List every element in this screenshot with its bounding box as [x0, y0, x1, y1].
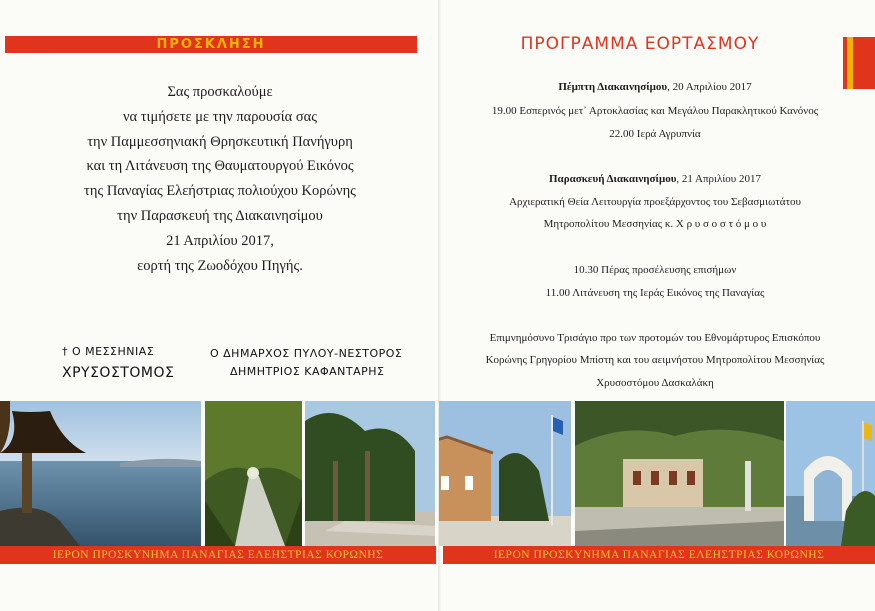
- memorial-line: Κορώνης Γρηγορίου Μπίστη και του αειμνήστου Μητροπολίτου Μεσσηνίας: [485, 354, 825, 366]
- footer-banner-left: ΙΕΡΟΝ ΠΡΟΣΚΥΝΗΜΑ ΠΑΝΑΓΙΑΣ ΕΛΕΗΣΤΡΙΑΣ ΚΟΡΩΝΗΣ: [0, 546, 436, 564]
- photo-gate: [786, 401, 875, 546]
- footer-banner-right: ΙΕΡΟΝ ΠΡΟΣΚΥΝΗΜΑ ΠΑΝΑΓΙΑΣ ΕΛΕΗΣΤΡΙΑΣ ΚΟΡΩΝΗΣ: [443, 546, 875, 564]
- signature-mayor-title: Ο ΔΗΜΑΡΧΟΣ ΠΥΛΟΥ-ΝΕΣΤΟΡΟΣ: [210, 347, 403, 360]
- photo-bell-sea: [0, 401, 201, 546]
- invitation-line: της Παναγίας Ελεήστριας πολιούχου Κορώνης: [84, 183, 356, 200]
- invitation-line: 21 Απριλίου 2017,: [166, 232, 274, 249]
- program-item: 22.00 Ιερά Αγρυπνία: [609, 128, 701, 140]
- program-item: Αρχιερατική Θεία Λειτουργία προεξάρχοντος του Σεβασμιωτάτου: [509, 196, 801, 208]
- invitation-text: [60, 80, 380, 278]
- signature-mayor-name: ΔΗΜΗΤΡΙΟΣ ΚΑΦΑΝΤΑΡΗΣ: [230, 365, 385, 378]
- invitation-line: την Παρασκευή της Διακαινησίμου: [117, 207, 323, 224]
- photo-tree-path: [205, 401, 302, 546]
- program-item: 10.30 Πέρας προσέλευσης επισήμων: [573, 264, 737, 276]
- signature-metropolitan-name: ΧΡΥΣΟΣΤΟΜΟΣ: [62, 365, 175, 381]
- photo-mansion: [575, 401, 784, 546]
- day1-heading: Πέμπτη Διακαινησίμου, 20 Απριλίου 2017: [558, 81, 752, 93]
- program-item: 19.00 Εσπερινός μετ᾽ Αρτοκλασίας και Μεγάλου Παρακλητικού Κανόνος: [491, 105, 819, 117]
- program-item: Μητροπολίτου Μεσσηνίας κ. Χ ρ υ σ ο σ τ ό μ ο υ: [543, 218, 767, 230]
- program-item: 11.00 Λιτάνευση της Ιεράς Εικόνος της Παναγίας: [545, 287, 765, 299]
- photo-strip: [0, 401, 875, 546]
- memorial-line: Επιμνημόσυνο Τρισάγιο προ των προτομών του Εθνομάρτυρος Επισκόπου: [489, 332, 821, 344]
- invitation-line: και τη Λιτάνευση της Θαυματουργού Εικόνος: [86, 158, 354, 175]
- day2-heading: Παρασκευή Διακαινησίμου, 21 Απριλίου 2017: [549, 173, 761, 185]
- photo-chapel: [439, 401, 571, 546]
- program-title: ΠΡΟΓΡΑΜΜΑ ΕΟΡΤΑΣΜΟΥ: [520, 34, 760, 54]
- invitation-line: εορτή της Ζωοδόχου Πηγής.: [137, 257, 303, 274]
- invitation-line: να τιμήσετε με την παρουσία σας: [122, 108, 318, 125]
- invitation-banner: ΠΡΟΣΚΛΗΣΗ: [5, 36, 417, 53]
- memorial-line: Χρυσοστόμου Δασκαλάκη: [596, 377, 714, 389]
- photo-palms: [305, 401, 435, 546]
- signature-metropolitan-title: † Ο ΜΕΣΣΗΝΙΑΣ: [62, 345, 155, 358]
- invitation-line: Σας προσκαλούμε: [167, 84, 273, 100]
- invitation-line: την Παμμεσσηνιακή Θρησκευτική Πανήγυρη: [87, 133, 353, 150]
